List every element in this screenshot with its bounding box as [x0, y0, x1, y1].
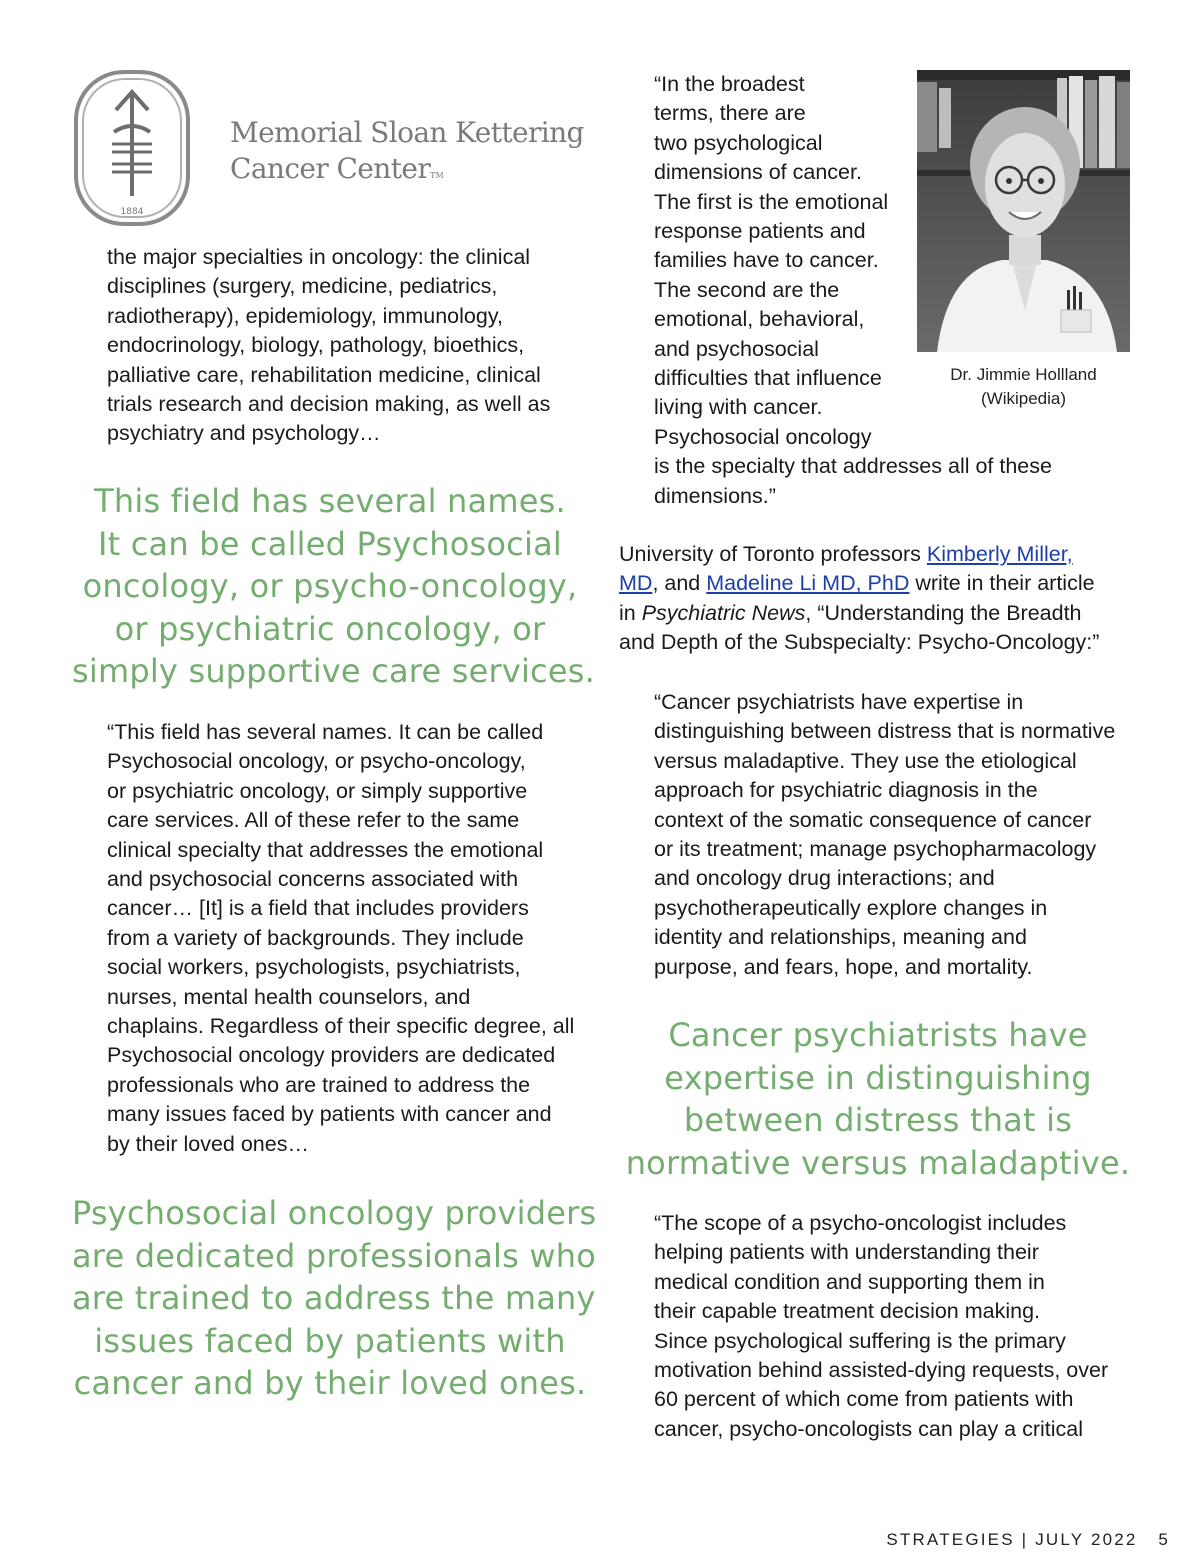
logo-name-line2: [230, 152, 444, 193]
quote-line: context of the somatic consequence of cancer: [654, 807, 1092, 832]
pull-quote-line: It can be called Psychosocial: [98, 524, 562, 563]
quote-line: response patients and: [654, 219, 866, 244]
quote-line: their capable treatment decision making.: [654, 1299, 1041, 1324]
quote-line: living with cancer.: [654, 395, 823, 420]
quote-line: terms, there are: [654, 101, 806, 126]
pull-quote-line: cancer and by their loved ones.: [73, 1364, 587, 1402]
pull-quote-line: oncology, or psycho-oncology,: [82, 567, 578, 605]
pull-quote-line: normative versus maladaptive.: [625, 1143, 1131, 1182]
intro-line2-post: write in their article: [909, 571, 1095, 596]
quote-line: psychotherapeutically explore changes in: [654, 895, 1048, 920]
quote-line: and oncology drug interactions; and: [654, 866, 995, 891]
logo-name-line2-text: Cancer Center: [230, 152, 431, 185]
paragraph-line: from a variety of backgrounds. They include: [107, 925, 524, 950]
pull-quote-line: are trained to address the many: [72, 1279, 596, 1317]
right-quote-3: [654, 1209, 1154, 1444]
quote-line: medical condition and supporting them in: [654, 1269, 1045, 1294]
quote-line: “The scope of a psycho-oncologist includes: [654, 1211, 1067, 1235]
paragraph-line: by their loved ones…: [107, 1131, 309, 1156]
quote-line: motivation behind assisted-dying requests, over: [654, 1358, 1109, 1383]
paragraph-line: many issues faced by patients with cancer and: [107, 1102, 552, 1127]
pull-quote-line: simply supportive care services.: [72, 652, 595, 690]
pull-quote-line: or psychiatric oncology, or: [114, 609, 546, 648]
quote-line: two psychological: [654, 130, 823, 155]
paragraph-line: Psychosocial oncology providers are dedicated: [107, 1043, 556, 1068]
paragraph-line: the major specialties in oncology: the clinical: [107, 245, 531, 269]
quote-line: Since psychological suffering is the primary: [654, 1328, 1066, 1353]
paragraph-line: care services. All of these refer to the same: [107, 808, 520, 833]
quote-line: The second are the: [654, 277, 840, 302]
logo-tm: TM: [430, 171, 444, 180]
pull-quote-line: between distress that is: [683, 1101, 1073, 1139]
logo-name-line1: Memorial Sloan Kettering: [230, 116, 584, 149]
quote-line: 60 percent of which come from patients with: [654, 1387, 1074, 1412]
left-paragraph-2: [107, 718, 587, 1159]
quote-line: The first is the emotional: [654, 189, 889, 214]
logo-year: 1884: [120, 207, 144, 217]
msk-logo: [72, 68, 592, 238]
paragraph-line: or psychiatric oncology, or simply supportive: [107, 778, 528, 803]
right-quote-2: [654, 688, 1154, 982]
quote-line: “Cancer psychiatrists have expertise in: [654, 690, 1024, 714]
quote-line: dimensions.”: [654, 483, 776, 508]
quote-line: purpose, and fears, hope, and mortality.: [654, 954, 1033, 979]
quote-line: helping patients with understanding their: [654, 1240, 1039, 1265]
paragraph-line: endocrinology, biology, pathology, bioethics,: [107, 333, 525, 358]
link-kimberly-miller-md[interactable]: MD: [619, 571, 653, 596]
quote-line: distinguishing between distress that is normative: [654, 719, 1116, 744]
quote-line: dimensions of cancer.: [654, 160, 862, 185]
link-madeline-li[interactable]: Madeline Li MD, PhD: [706, 571, 910, 596]
intro-line3-post: , “Understanding the Breadth: [805, 600, 1082, 625]
intro-line1-text: University of Toronto professors: [619, 542, 927, 566]
portrait-photo-icon: [917, 70, 1130, 352]
quote-line: versus maladaptive. They use the etiological: [654, 748, 1077, 773]
intro-line2-mid: , and: [652, 571, 707, 596]
photo-caption-line1: Dr. Jimmie Hollland: [950, 365, 1097, 384]
paragraph-line: and psychosocial concerns associated with: [107, 867, 519, 892]
intro-publication: Psychiatric News: [641, 600, 806, 625]
paragraph-line: psychiatry and psychology…: [107, 421, 381, 446]
footer: [820, 1530, 1170, 1550]
paragraph-line: trials research and decision making, as well as: [107, 392, 551, 417]
quote-line: families have to cancer.: [654, 248, 879, 273]
page-number: 5: [1158, 1530, 1170, 1549]
pull-quote-3: [620, 1014, 1136, 1184]
quote-line: emotional, behavioral,: [654, 307, 865, 332]
pull-quote-line: issues faced by patients with: [94, 1321, 566, 1360]
pull-quote-line: are dedicated professionals who: [72, 1236, 597, 1275]
paragraph-line: “This field has several names. It can be called: [107, 720, 544, 744]
link-kimberly-miller[interactable]: Kimberly Miller,: [926, 542, 1073, 566]
pull-quote-line: This field has several names.: [94, 482, 566, 520]
paragraph-line: professionals who are trained to address the: [107, 1072, 531, 1097]
paragraph-line: palliative care, rehabilitation medicine, clinical: [107, 362, 541, 387]
pull-quote-line: Cancer psychiatrists have: [668, 1016, 1088, 1054]
intro-line4: and Depth of the Subspecialty: Psycho-Oncology:”: [619, 630, 1100, 655]
quote-line: is the specialty that addresses all of these: [654, 454, 1052, 479]
pull-quote-line: Psychosocial oncology providers: [72, 1194, 597, 1232]
msk-emblem-icon: [72, 68, 192, 228]
paragraph-line: disciplines (surgery, medicine, pediatrics,: [107, 274, 498, 299]
quote-line: or its treatment; manage psychopharmacology: [654, 837, 1097, 862]
left-paragraph-1: [107, 243, 587, 449]
intro-line3-pre: in: [619, 600, 642, 625]
paragraph-line: chaplains. Regardless of their specific degree, all: [107, 1014, 575, 1039]
pull-quote-line: expertise in distinguishing: [664, 1058, 1092, 1097]
quote-line: identity and relationships, meaning and: [654, 925, 1027, 950]
right-intro-paragraph: [619, 540, 1149, 658]
paragraph-line: Psychosocial oncology, or psycho-oncology,: [107, 749, 526, 774]
quote-line: difficulties that influence: [654, 366, 882, 391]
photo-jimmie-holland: [917, 70, 1130, 352]
paragraph-line: radiotherapy), epidemiology, immunology,: [107, 303, 503, 328]
footer-label: STRATEGIES | JULY 2022: [886, 1530, 1138, 1549]
photo-caption-line2: (Wikipedia): [980, 389, 1067, 408]
paragraph-line: cancer… [It] is a field that includes providers: [107, 896, 529, 921]
quote-line: approach for psychiatric diagnosis in the: [654, 778, 1038, 803]
paragraph-line: clinical specialty that addresses the emotional: [107, 837, 544, 862]
paragraph-line: nurses, mental health counselors, and: [107, 984, 471, 1009]
pull-quote-2: [72, 1192, 597, 1405]
paragraph-line: social workers, psychologists, psychiatrists,: [107, 955, 521, 980]
quote-line: Psychosocial oncology: [654, 424, 872, 449]
quote-line: cancer, psycho-oncologists can play a critical: [654, 1416, 1084, 1441]
quote-line: “In the broadest: [654, 72, 805, 96]
quote-line: and psychosocial: [654, 336, 819, 361]
pull-quote-1: [72, 480, 595, 693]
photo-caption: [917, 363, 1130, 411]
